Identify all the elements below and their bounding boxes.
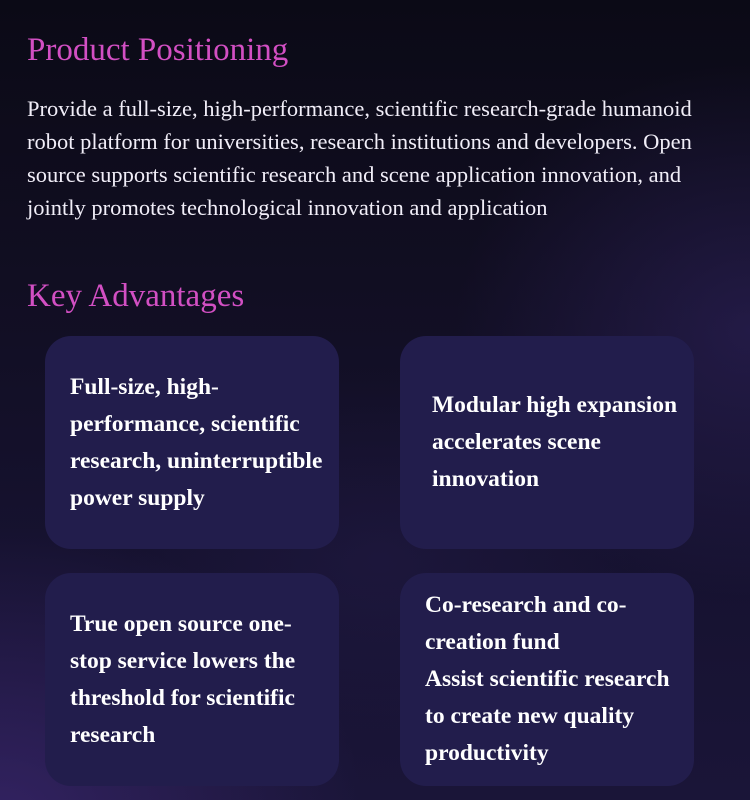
advantage-card-text: Full-size, high-performance, scientific research, uninterruptible power supply [70, 373, 323, 511]
advantage-card-text: Modular high expansion accelerates scene innovation [432, 392, 678, 492]
advantage-card-text [425, 587, 686, 772]
advantage-card-modular [400, 336, 694, 549]
key-advantages-title: Key Advantages [27, 278, 245, 314]
advantage-card-open-source [45, 573, 339, 786]
advantage-card-fund [400, 573, 694, 786]
product-positioning-title: Product Positioning [27, 32, 289, 68]
advantage-card-full-size [45, 336, 339, 549]
advantage-card-text-line1: Co-research and co-creation fund [425, 592, 627, 655]
advantage-card-text: True open source one-stop service lowers the threshold for scientific research [70, 610, 296, 748]
advantage-card-text-line2: Assist scientific research to create new quality productivity [425, 666, 670, 766]
product-positioning-text: Provide a full-size, high-performance, scientific research-grade humanoid robot platform for universities, research institutions and developers. Open source supports scientific research and scene application innovation, and jointly promotes technological innovation and application [27, 96, 692, 220]
